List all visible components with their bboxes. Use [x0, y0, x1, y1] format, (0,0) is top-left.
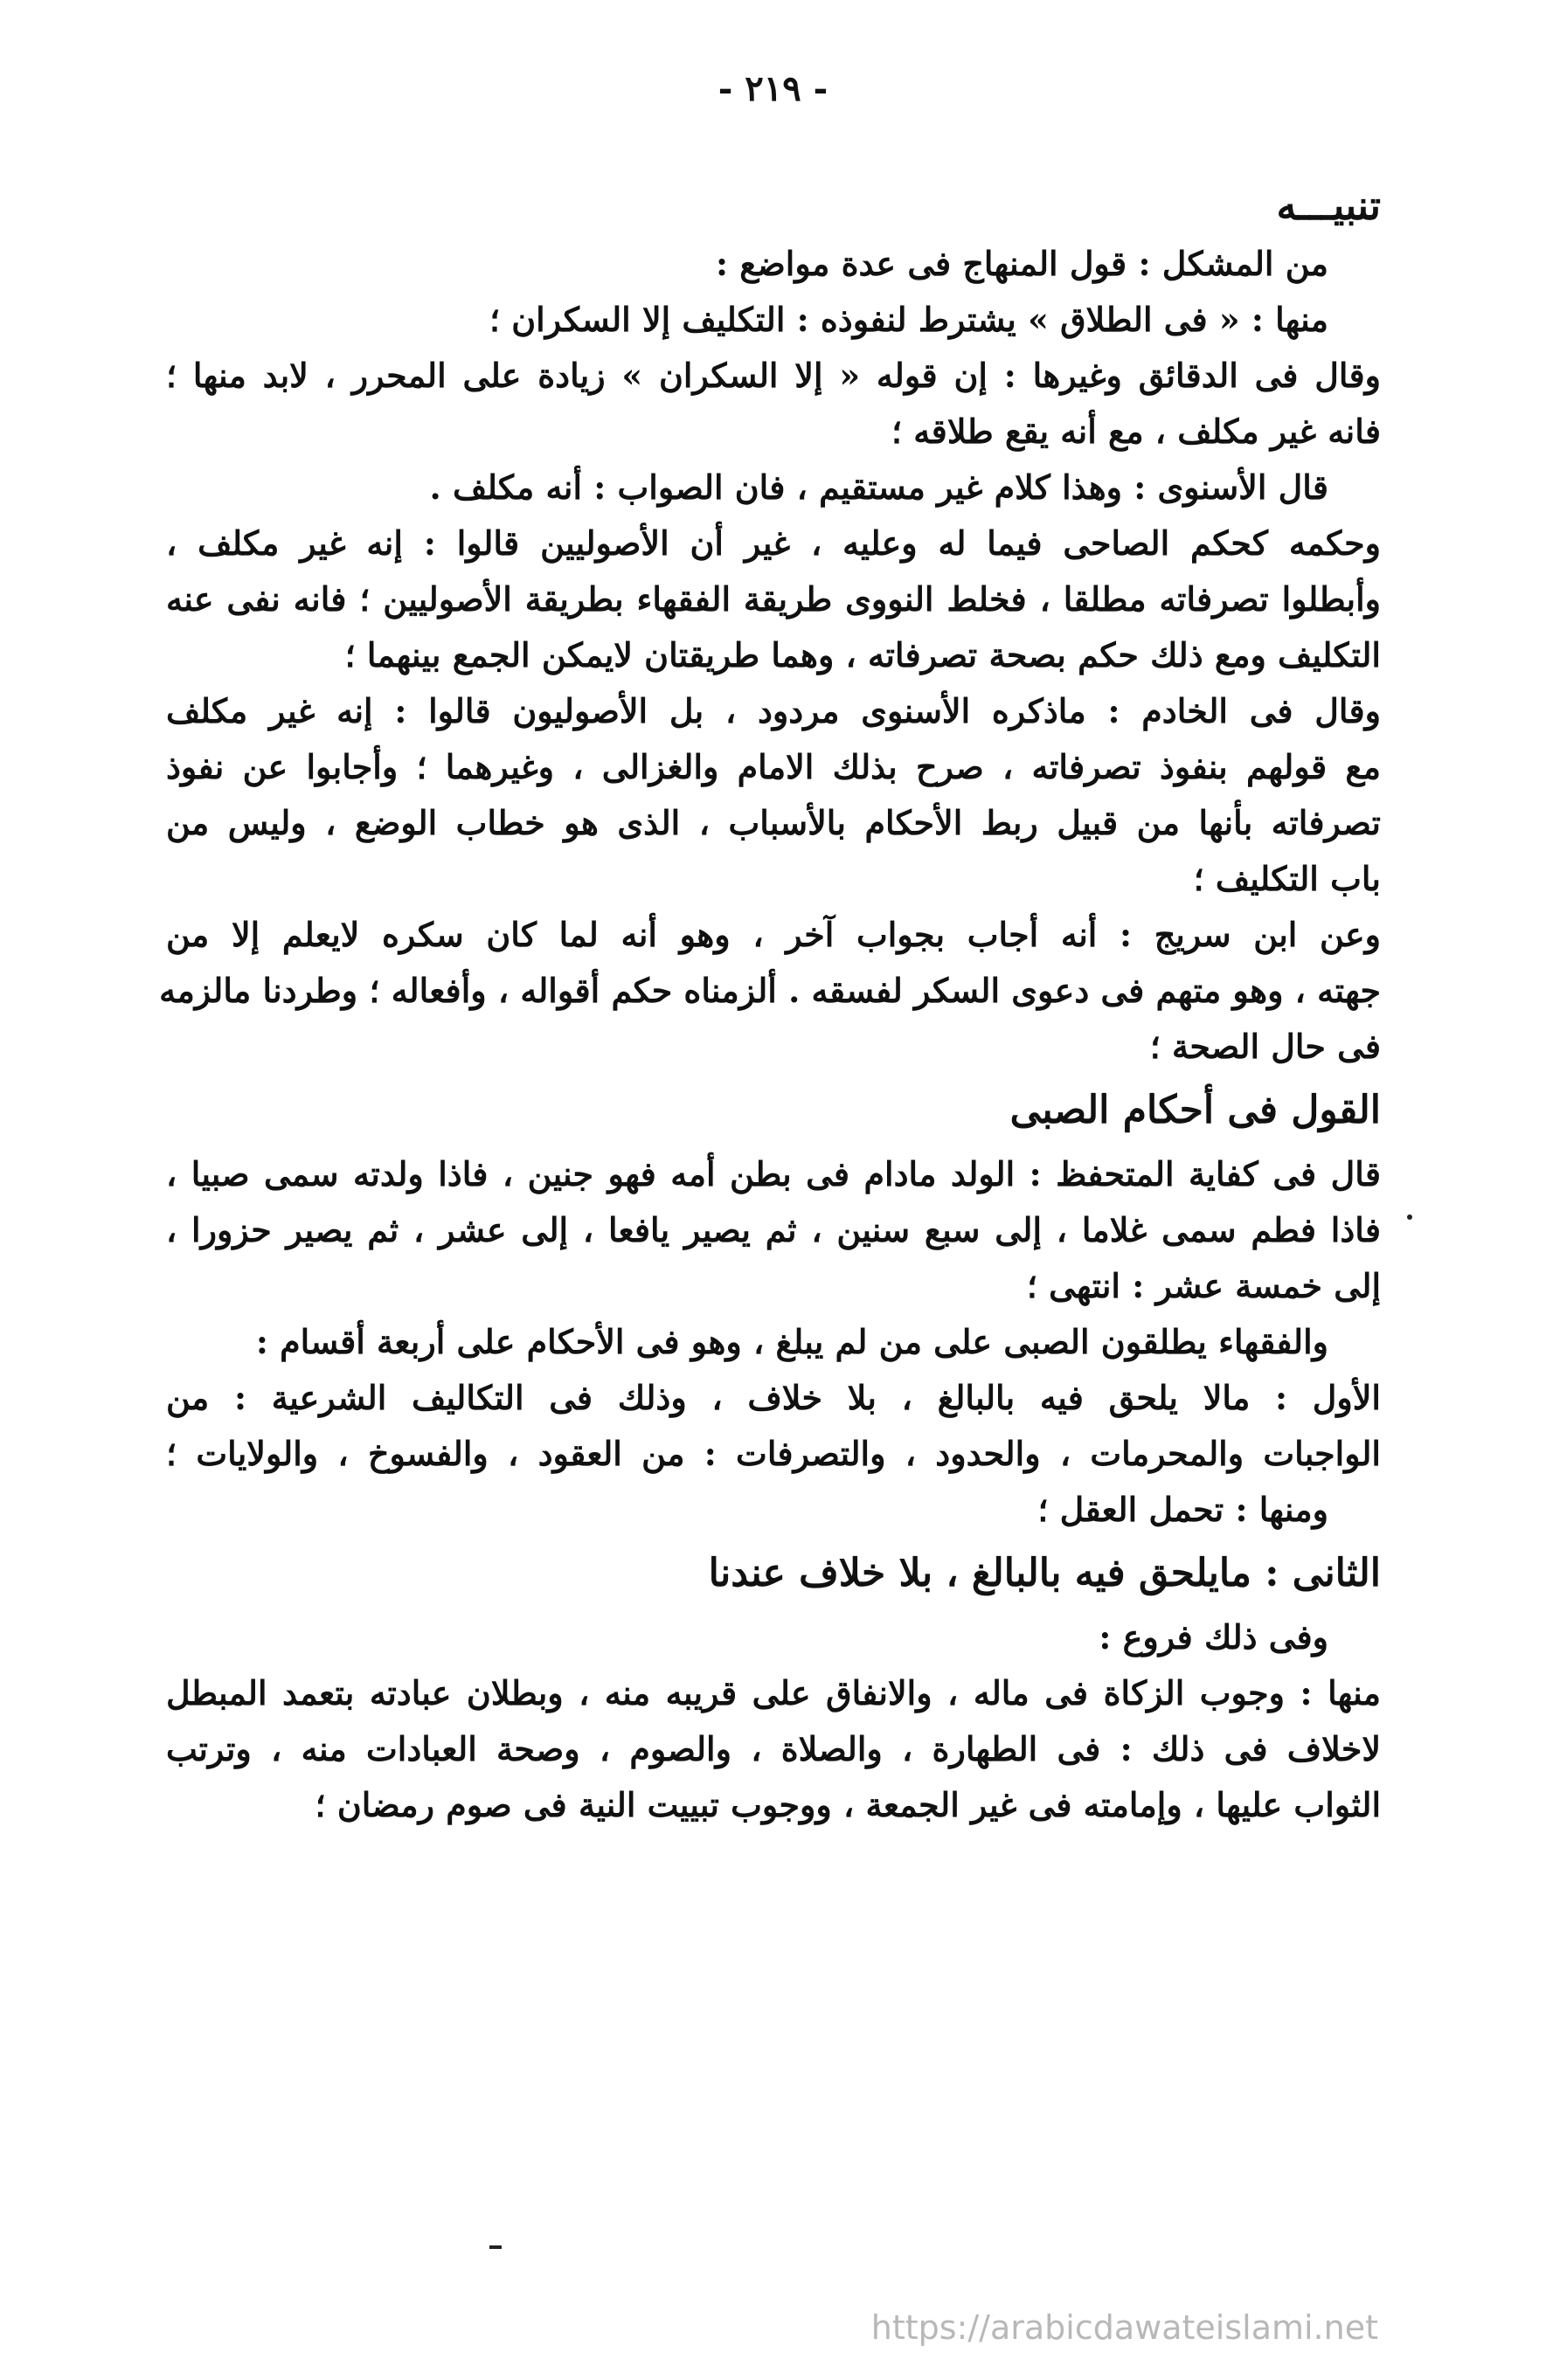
text-line: من المشكل : قول المنهاج فى عدة مواضع :	[716, 244, 1328, 283]
page-number: - ٢١٩ -	[718, 68, 828, 109]
text-line: قال الأسنوى : وهذا كلام غير مستقيم ، فان الصواب : أنه مكلف .	[429, 467, 1328, 507]
text-line: وأبطلوا تصرفاته مطلقا ، فخلط النووى طريقة الفقهاء بطريقة الأصوليين ؛ فانه نفى عنه	[166, 579, 1381, 619]
text-line: فاذا فطم سمى غلاما ، إلى سبع سنين ، ثم يصير يافعا ، إلى عشر ، ثم يصير حزورا ،	[166, 1210, 1381, 1249]
text-line: تصرفاته بأنها من قبيل ربط الأحكام بالأسباب ، الذى هو خطاب الوضع ، وليس من	[166, 803, 1381, 842]
text-line: جهته ، وهو متهم فى دعوى السكر لفسقه . ألزمناه حكم أقواله ، وأفعاله ؛ وطردنا مالزمه	[159, 971, 1381, 1010]
text-line: منها : « فى الطلاق » يشترط لنفوذه : التكليف إلا السكران ؛	[489, 300, 1328, 339]
text-line: لاخلاف فى ذلك : فى الطهارة ، والصلاة ، والصوم ، وصحة العبادات منه ، وترتب	[166, 1729, 1381, 1768]
text-line: فانه غير مكلف ، مع أنه يقع طلاقه ؛	[891, 412, 1381, 451]
text-line: باب التكليف ؛	[1193, 859, 1381, 898]
text-line: وقال فى الدقائق وغيرها : إن قوله « إلا السكران » زيادة على المحرر ، لابد منها ؛	[166, 356, 1381, 395]
text-line: التكليف ومع ذلك حكم بصحة تصرفاته ، وهما طريقتان لايمكن الجمع بينهما ؛	[344, 635, 1381, 675]
text-line: الثواب عليها ، وإمامته فى غير الجمعة ، ووجوب تبييت النية فى صوم رمضان ؛	[315, 1785, 1381, 1824]
text-line: منها : وجوب الزكاة فى ماله ، والانفاق على قريبه منه ، وبطلان عبادته بتعمد المبطل	[166, 1673, 1381, 1712]
ink-dash	[489, 2245, 502, 2249]
heading-tanbih: تنبيـــه	[1276, 182, 1381, 229]
watermark-url: https://arabicdawateislami.net	[870, 2308, 1378, 2347]
text-line: مع قولهم بنفوذ تصرفاته ، صرح بذلك الامام والغزالى ، وغيرهما ؛ وأجابوا عن نفوذ	[166, 747, 1381, 786]
heading-thani: الثانى : مايلحق فيه بالبالغ ، بلا خلاف عندنا	[708, 1551, 1381, 1595]
text-line: وفى ذلك فروع :	[1099, 1617, 1328, 1657]
page-body	[159, 175, 1381, 1833]
text-line: قال فى كفاية المتحفظ : الولد مادام فى بطن أمه فهو جنين ، فاذا ولدته سمى صبيا ،	[166, 1154, 1381, 1193]
text-line: وعن ابن سريج : أنه أجاب بجواب آخر ، وهو أنه لما كان سكره لايعلم إلا من	[166, 915, 1381, 954]
text-line: الواجبات والمحرمات ، والحدود ، والتصرفات : من العقود ، والفسوخ ، والولايات ؛	[166, 1434, 1381, 1473]
text-line: فى حال الصحة ؛	[1149, 1027, 1381, 1066]
text-line: وحكمه كحكم الصاحى فيما له وعليه ، غير أن الأصوليين قالوا : إنه غير مكلف ،	[166, 523, 1381, 563]
ink-dot	[1407, 1214, 1412, 1220]
heading-sabi: القول فى أحكام الصبى	[1009, 1088, 1381, 1132]
text-line: الأول : مالا يلحق فيه بالبالغ ، بلا خلاف ، وذلك فى التكاليف الشرعية : من	[166, 1378, 1381, 1417]
text-line: إلى خمسة عشر : انتهى ؛	[1026, 1266, 1381, 1305]
text-line: وقال فى الخادم : ماذكره الأسنوى مردود ، بل الأصوليون قالوا : إنه غير مكلف	[166, 691, 1381, 730]
text-line: والفقهاء يطلقون الصبى على من لم يبلغ ، وهو فى الأحكام على أربعة أقسام :	[255, 1322, 1328, 1361]
text-line: ومنها : تحمل العقل ؛	[1037, 1490, 1328, 1529]
